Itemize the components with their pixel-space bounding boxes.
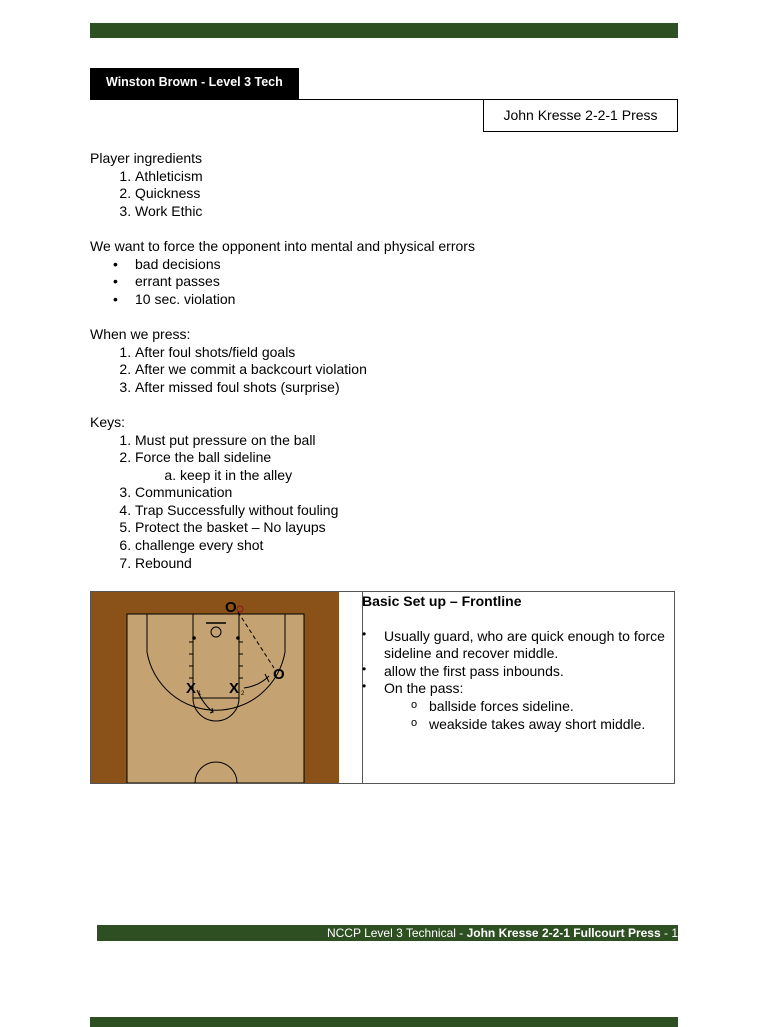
list-item: o weakside takes away short middle. — [429, 716, 674, 734]
player-number: 1 — [198, 691, 202, 697]
block-mark — [192, 636, 196, 640]
defense-player: X — [186, 680, 197, 697]
document-body — [90, 150, 690, 572]
list-item: a. keep it in the alley — [180, 467, 690, 485]
court-svg — [91, 592, 339, 783]
keys-section — [90, 414, 690, 572]
keys-list — [90, 432, 690, 573]
list-item: 6. challenge every shot — [135, 537, 690, 555]
list-item: 5. Protect the basket – No layups — [135, 519, 690, 537]
keys-sublist — [135, 467, 690, 485]
list-item-text: Force the ball sideline — [135, 449, 272, 466]
objective-list — [90, 256, 690, 309]
list-item: 2. After we commit a backcourt violation — [135, 361, 690, 379]
document-title: John Kresse 2-2-1 Press — [483, 99, 678, 132]
list-item: 3. Communication — [135, 484, 690, 502]
when-press-heading: When we press: — [90, 325, 191, 342]
list-item: 1. After foul shots/field goals — [135, 344, 690, 362]
list-item: 3. After missed foul shots (surprise) — [135, 379, 690, 397]
court-diagram — [91, 592, 363, 783]
list-item: • bad decisions — [135, 256, 690, 274]
diagram-bullets — [362, 628, 674, 734]
ingredients-section — [90, 150, 690, 220]
keys-heading: Keys: — [90, 413, 126, 430]
diagram-table — [90, 591, 675, 784]
block-mark — [236, 636, 240, 640]
player-number: 2 — [241, 691, 245, 697]
list-item: • errant passes — [135, 273, 690, 291]
bottom-accent-bar — [90, 1017, 678, 1027]
list-item: • allow the first pass inbounds. — [384, 663, 674, 681]
top-accent-bar — [90, 23, 678, 38]
footer-title: John Kresse 2-2-1 Fullcourt Press — [466, 926, 661, 940]
offense-player: O — [273, 666, 285, 683]
objective-section — [90, 238, 690, 308]
footer-page-number: - 1 — [660, 926, 678, 940]
footer-bar — [97, 925, 678, 941]
defense-player: X — [229, 680, 240, 697]
list-item: 4. Trap Successfully without fouling — [135, 502, 690, 520]
diagram-notes — [362, 592, 674, 783]
list-item — [384, 680, 674, 733]
list-item: • Usually guard, who are quick enough to force sideline and recover middle. — [384, 628, 674, 663]
list-item: 1. Athleticism — [135, 168, 690, 186]
list-item: 1. Must put pressure on the ball — [135, 432, 690, 450]
list-item: 7. Rebound — [135, 555, 690, 573]
footer-prefix: NCCP Level 3 Technical - — [326, 926, 467, 940]
list-item-text: On the pass: — [384, 680, 464, 697]
list-item — [135, 449, 690, 484]
objective-heading: We want to force the opponent into mental and physical errors — [90, 237, 475, 254]
offense-player: O — [225, 599, 237, 616]
author-tab: Winston Brown - Level 3 Tech — [90, 68, 299, 100]
diagram-sub-bullets — [384, 698, 674, 733]
ingredients-list — [90, 168, 690, 221]
ingredients-heading: Player ingredients — [90, 150, 203, 166]
list-item: o ballside forces sideline. — [429, 698, 674, 716]
when-press-list — [90, 344, 690, 397]
list-item: • 10 sec. violation — [135, 291, 690, 309]
list-item: 3. Work Ethic — [135, 203, 690, 221]
list-item: 2. Quickness — [135, 185, 690, 203]
when-press-section — [90, 326, 690, 396]
diagram-heading: Basic Set up – Frontline — [362, 593, 522, 609]
